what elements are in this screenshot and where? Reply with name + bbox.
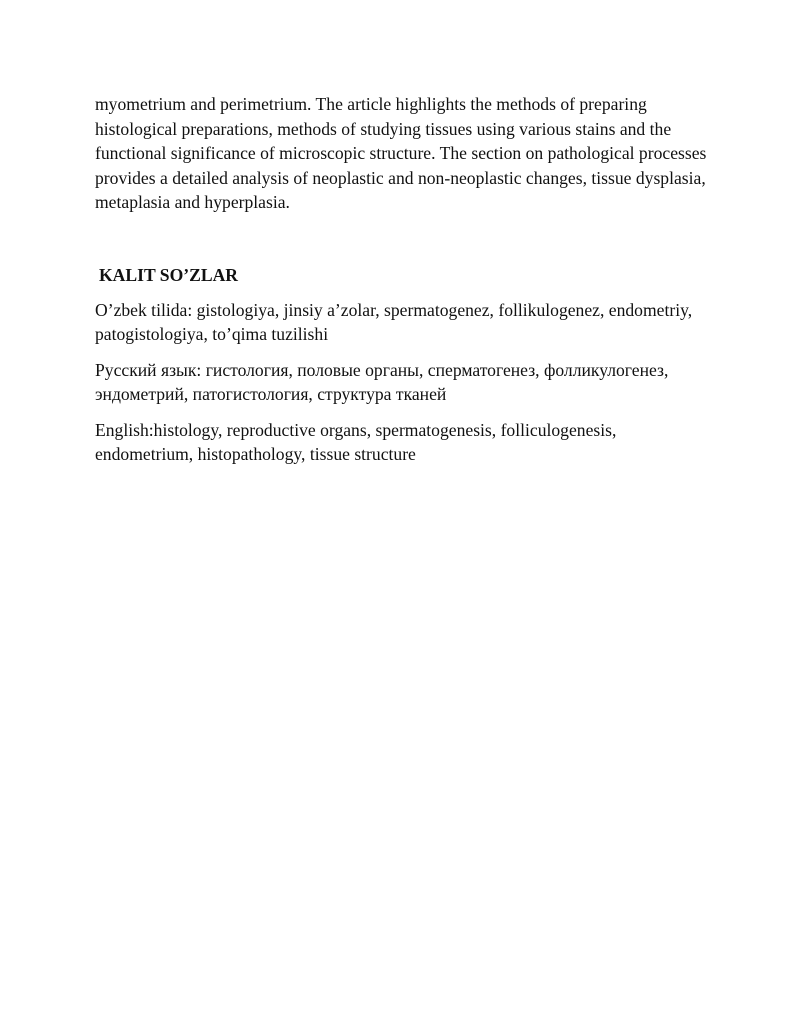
page-content xyxy=(95,92,715,467)
keywords-english-values: histology, reproductive organs, spermatogenesis, folliculogenesis, endometrium, histopathology, tissue structure xyxy=(95,419,617,464)
keywords-uzbek-values: gistologiya, jinsiy a’zolar, spermatogenez, follikulogenez, endometriy, patogistologiya, to’qima tuzilishi xyxy=(95,299,693,344)
keywords-english-label: English: xyxy=(95,419,154,440)
abstract-paragraph: myometrium and perimetrium. The article highlights the methods of preparing histological preparations, methods of studying tissues using various stains and the functional significance of microscopic structure. The section on pathological processes provides a detailed analysis of neoplastic and non-neoplastic changes, tissue dysplasia, metaplasia and hyperplasia. xyxy=(95,94,707,212)
keywords-russian-values: гистология, половые органы, сперматогенез, фолликулогенез, эндометрий, патогистология, структура тканей xyxy=(95,359,669,404)
keywords-russian xyxy=(95,358,715,407)
keywords-uzbek-label: O’zbek tilida: xyxy=(95,299,197,320)
keywords-heading: KALIT SO’ZLAR xyxy=(99,264,238,285)
keywords-uzbek xyxy=(95,298,715,347)
keywords-english xyxy=(95,418,715,467)
keywords-russian-label: Русский язык: xyxy=(95,359,206,380)
